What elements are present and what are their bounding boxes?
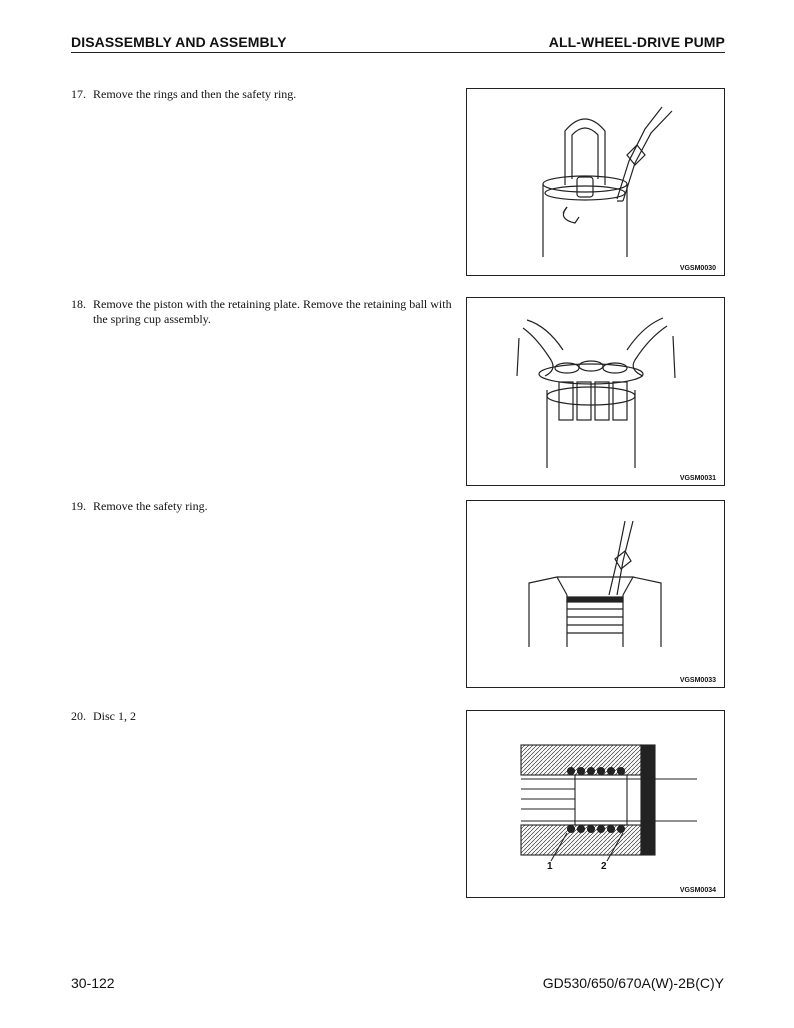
callout-1: 1	[547, 861, 553, 872]
model-number: GD530/650/670A(W)-2B(C)Y	[542, 975, 724, 991]
step-20	[71, 709, 463, 724]
disc-section-illustration	[467, 711, 724, 897]
step-text: Remove the rings and then the safety ring.	[93, 87, 297, 101]
figure-remove-rings	[466, 88, 725, 276]
figure-remove-safety-ring	[466, 500, 725, 688]
step-text: Remove the piston with the retaining plate. Remove the retaining ball with the spring cup assembly.	[93, 297, 452, 326]
step-number: 17.	[71, 87, 86, 101]
step-number: 18.	[71, 297, 86, 311]
step-17	[71, 87, 463, 102]
figure-code: VGSM0034	[679, 887, 716, 894]
callout-2: 2	[601, 861, 607, 872]
piston-illustration	[467, 298, 724, 485]
section-title: DISASSEMBLY AND ASSEMBLY	[71, 34, 287, 50]
figure-code: VGSM0031	[679, 475, 716, 482]
figure-code: VGSM0033	[679, 677, 716, 684]
figure-disc-section	[466, 710, 725, 898]
chapter-title: ALL-WHEEL-DRIVE PUMP	[548, 34, 725, 50]
figure-code: VGSM0030	[679, 265, 716, 272]
step-18	[71, 297, 463, 327]
figure-remove-piston	[466, 297, 725, 486]
step-number: 19.	[71, 499, 86, 513]
step-text: Remove the safety ring.	[93, 499, 208, 513]
page-header	[71, 34, 725, 53]
step-text: Disc 1, 2	[93, 709, 136, 723]
step-19	[71, 499, 463, 514]
page-number: 30-122	[71, 975, 115, 991]
safety-ring-illustration	[467, 501, 724, 687]
rings-illustration	[467, 89, 724, 275]
step-number: 20.	[71, 709, 86, 723]
